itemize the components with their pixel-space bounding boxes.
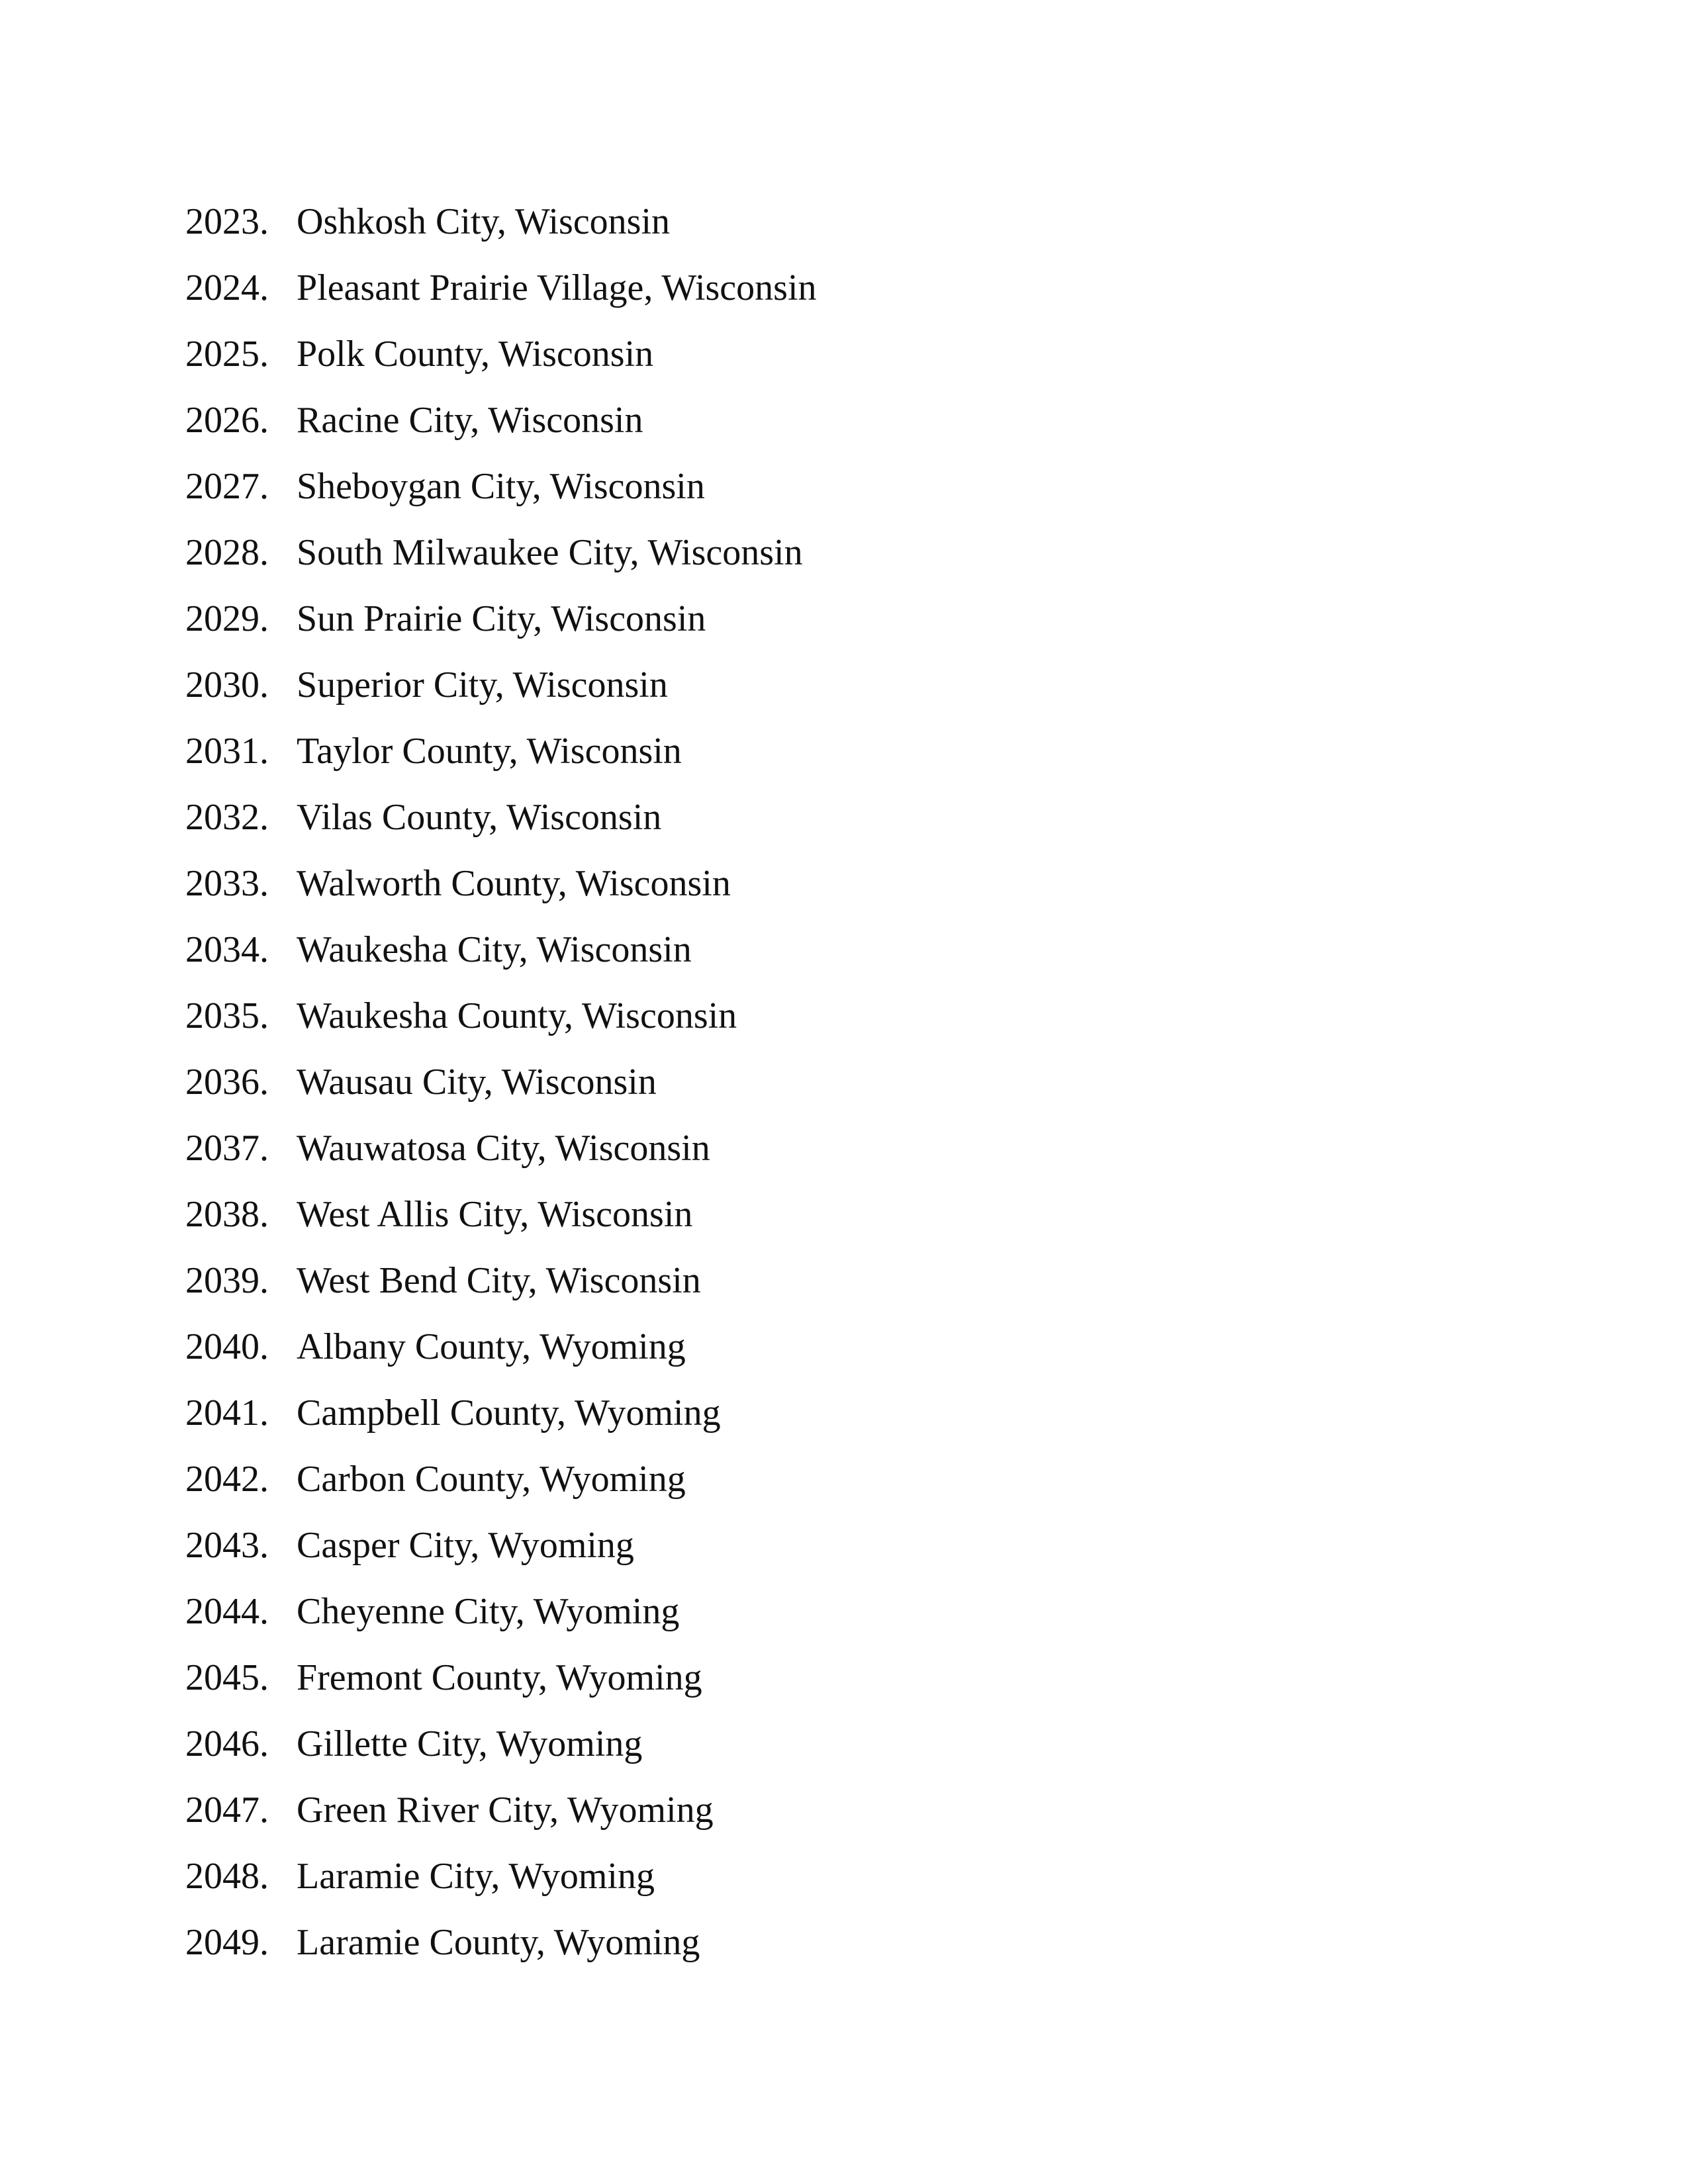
list-item-number: 2042.	[185, 1459, 269, 1500]
list-item	[185, 1519, 817, 1585]
list-item	[185, 725, 817, 791]
list-item-text: Oshkosh City, Wisconsin	[297, 201, 671, 242]
list-item-text: Sun Prairie City, Wisconsin	[297, 598, 706, 639]
list-item	[185, 592, 817, 659]
list-item-text: Albany County, Wyoming	[297, 1326, 686, 1367]
list-item	[185, 989, 817, 1056]
list-item	[185, 1453, 817, 1519]
list-item-number: 2043.	[185, 1525, 269, 1566]
list-item	[185, 1387, 817, 1453]
list-item	[185, 394, 817, 460]
list-item	[185, 1254, 817, 1320]
list-item-number: 2036.	[185, 1062, 269, 1103]
list-item-text: Laramie City, Wyoming	[297, 1856, 655, 1897]
list-item-number: 2037.	[185, 1128, 269, 1169]
list-item	[185, 1056, 817, 1122]
list-item-number: 2032.	[185, 797, 269, 838]
list-item-text: South Milwaukee City, Wisconsin	[297, 532, 803, 573]
list-item	[185, 923, 817, 989]
list-item	[185, 1585, 817, 1651]
list-item-number: 2041.	[185, 1392, 269, 1433]
list-item-text: Pleasant Prairie Village, Wisconsin	[297, 267, 817, 308]
list-item	[185, 1122, 817, 1188]
list-item-text: Casper City, Wyoming	[297, 1525, 634, 1566]
list-item	[185, 1916, 817, 1982]
list-item	[185, 857, 817, 923]
list-item-number: 2049.	[185, 1922, 269, 1963]
list-item-text: Polk County, Wisconsin	[297, 334, 654, 375]
list-item	[185, 1784, 817, 1850]
list-item-number: 2040.	[185, 1326, 269, 1367]
list-item-number: 2035.	[185, 995, 269, 1036]
list-item-text: Wausau City, Wisconsin	[297, 1062, 657, 1103]
list-item-text: Racine City, Wisconsin	[297, 400, 643, 441]
list-item-number: 2024.	[185, 267, 269, 308]
list-item-text: Carbon County, Wyoming	[297, 1459, 686, 1500]
list-item-text: Superior City, Wisconsin	[297, 664, 668, 705]
list-item-number: 2023.	[185, 201, 269, 242]
list-item-number: 2028.	[185, 532, 269, 573]
list-item-text: Walworth County, Wisconsin	[297, 863, 731, 904]
list-item-number: 2027.	[185, 466, 269, 507]
list-item-number: 2047.	[185, 1790, 269, 1831]
list-item-text: Sheboygan City, Wisconsin	[297, 466, 705, 507]
list-item-number: 2034.	[185, 929, 269, 970]
list-item	[185, 526, 817, 592]
list-item-text: Gillette City, Wyoming	[297, 1723, 643, 1764]
list-item	[185, 1320, 817, 1387]
list-item-text: West Allis City, Wisconsin	[297, 1194, 693, 1235]
list-item-number: 2046.	[185, 1723, 269, 1764]
list-item-text: Cheyenne City, Wyoming	[297, 1591, 680, 1632]
list-item-number: 2033.	[185, 863, 269, 904]
list-item-number: 2048.	[185, 1856, 269, 1897]
list-item-text: Green River City, Wyoming	[297, 1790, 714, 1831]
list-item-number: 2039.	[185, 1260, 269, 1301]
list-item	[185, 1188, 817, 1254]
list-item-number: 2031.	[185, 731, 269, 772]
list-item	[185, 791, 817, 857]
list-item-text: Fremont County, Wyoming	[297, 1657, 702, 1698]
list-item-text: Laramie County, Wyoming	[297, 1922, 700, 1963]
list-item-number: 2025.	[185, 334, 269, 375]
list-item	[185, 328, 817, 394]
list-item	[185, 1717, 817, 1784]
list-item-number: 2038.	[185, 1194, 269, 1235]
list-item-number: 2030.	[185, 664, 269, 705]
list-item	[185, 659, 817, 725]
list-item-number: 2044.	[185, 1591, 269, 1632]
list-item-number: 2045.	[185, 1657, 269, 1698]
list-item-text: West Bend City, Wisconsin	[297, 1260, 701, 1301]
list-item	[185, 261, 817, 328]
list-item-number: 2029.	[185, 598, 269, 639]
list-item	[185, 1850, 817, 1916]
list-item-text: Waukesha County, Wisconsin	[297, 995, 737, 1036]
list-item	[185, 1651, 817, 1717]
list-item-number: 2026.	[185, 400, 269, 441]
list-item	[185, 195, 817, 261]
list-item-text: Waukesha City, Wisconsin	[297, 929, 692, 970]
list-item-text: Taylor County, Wisconsin	[297, 731, 682, 772]
list-item	[185, 460, 817, 526]
list-item-text: Campbell County, Wyoming	[297, 1392, 721, 1433]
numbered-list	[185, 195, 817, 1982]
list-item-text: Wauwatosa City, Wisconsin	[297, 1128, 710, 1169]
list-item-text: Vilas County, Wisconsin	[297, 797, 662, 838]
